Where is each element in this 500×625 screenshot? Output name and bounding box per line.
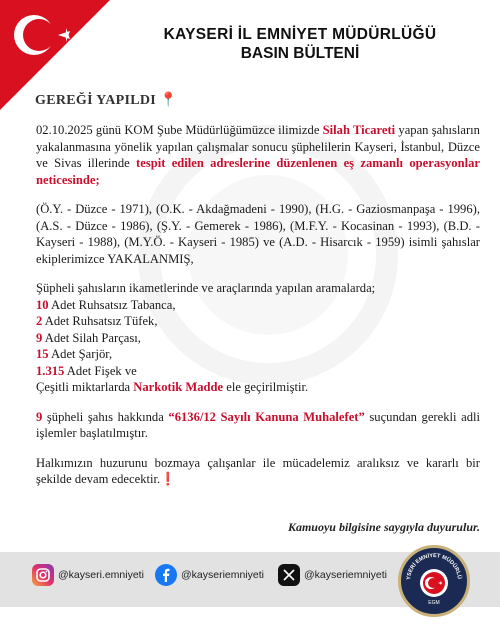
facebook-icon bbox=[155, 564, 177, 586]
instagram-handle: @kayseri.emniyeti bbox=[58, 569, 144, 581]
pin-icon: 📍 bbox=[159, 93, 178, 108]
instagram-link[interactable] bbox=[32, 564, 144, 586]
x-handle: @kayseriemniyeti bbox=[304, 569, 388, 581]
list-item: 10 Adet Ruhsatsız Tabanca, bbox=[36, 297, 176, 312]
facebook-link[interactable] bbox=[155, 564, 264, 586]
header-subtitle: BASIN BÜLTENİ bbox=[240, 45, 360, 62]
header-title: KAYSERİ İL EMNİYET MÜDÜRLÜĞÜ bbox=[163, 26, 437, 43]
svg-text:EGM: EGM bbox=[428, 600, 440, 606]
bulletin-title-text: GEREĞİ YAPILDI bbox=[35, 93, 157, 108]
paragraph-4: Halkımızın huzurunu bozmaya çalışanlar ile mücadelemiz aralıksız ve kararlı bir şekilde devam edecektir.❗ bbox=[36, 455, 480, 486]
x-icon bbox=[278, 564, 300, 586]
x-link[interactable] bbox=[278, 564, 387, 586]
bulletin-title bbox=[35, 92, 178, 109]
list-item: 9 Adet Silah Parçası, bbox=[36, 330, 141, 345]
paragraph-3: 9 şüpheli şahıs hakkında “6136/12 Sayılı Kanuna Muhalefet” suçundan gerekli adli işlemler başlatılmıştır. bbox=[36, 409, 480, 440]
svg-text:KAYSERİ EMNİYET MÜDÜRLÜĞÜ: YSERİ EMNİYET MÜDÜRLÜ bbox=[405, 552, 462, 581]
header bbox=[110, 26, 490, 63]
list-item: Çeşitli miktarlarda Narkotik Madde ele geçirilmiştir. bbox=[36, 380, 309, 394]
seizure-intro: Şüpheli şahısların ikametlerinde ve araçlarında yapılan aramalarda; bbox=[36, 281, 376, 295]
list-item: 2 Adet Ruhsatsız Tüfek, bbox=[36, 314, 158, 328]
instagram-icon bbox=[32, 564, 54, 586]
police-badge-logo bbox=[398, 545, 470, 617]
exclamation-icon: ❗ bbox=[160, 472, 176, 486]
closing-text: Kamuoyu bilgisine saygıyla duyurulur. bbox=[287, 520, 480, 534]
paragraph-1: 02.10.2025 günü KOM Şube Müdürlüğümüzce ilimizde Silah Ticareti yapan şahısların yakalanmasına yönelik yapılan çalışmalar sonucu şüphelilerin Kayseri, İstanbul, Düzce ve Sivas illerinde tespit edilen adreslerine düzenlenen eş zamanlı operasyonlar neticesinde; bbox=[36, 123, 480, 187]
facebook-handle: @kayseriemniyeti bbox=[181, 569, 265, 581]
paragraph-2: (Ö.Y. - Düzce - 1971), (O.K. - Akdağmadeni - 1990), (H.G. - Gaziosmanpaşa - 1996), (A.S. - Düzce - 1986), (Ş.Y. - Gemerek - 1986), (M.F.Y. - Kocasinan - 1993), (B.D. - Kayseri - 1988), (M.Y.Ö. - Kayseri - 1985) ve (A.D. - Hisarcık - 1959) isimli şahıslar ekiplerimizce YAKALANMIŞ, bbox=[36, 202, 480, 266]
list-item: 15 Adet Şarjör, bbox=[36, 347, 113, 361]
seizure-list bbox=[36, 280, 480, 396]
bulletin-body bbox=[36, 122, 480, 488]
list-item: 1.315 Adet Fişek ve bbox=[36, 363, 137, 378]
